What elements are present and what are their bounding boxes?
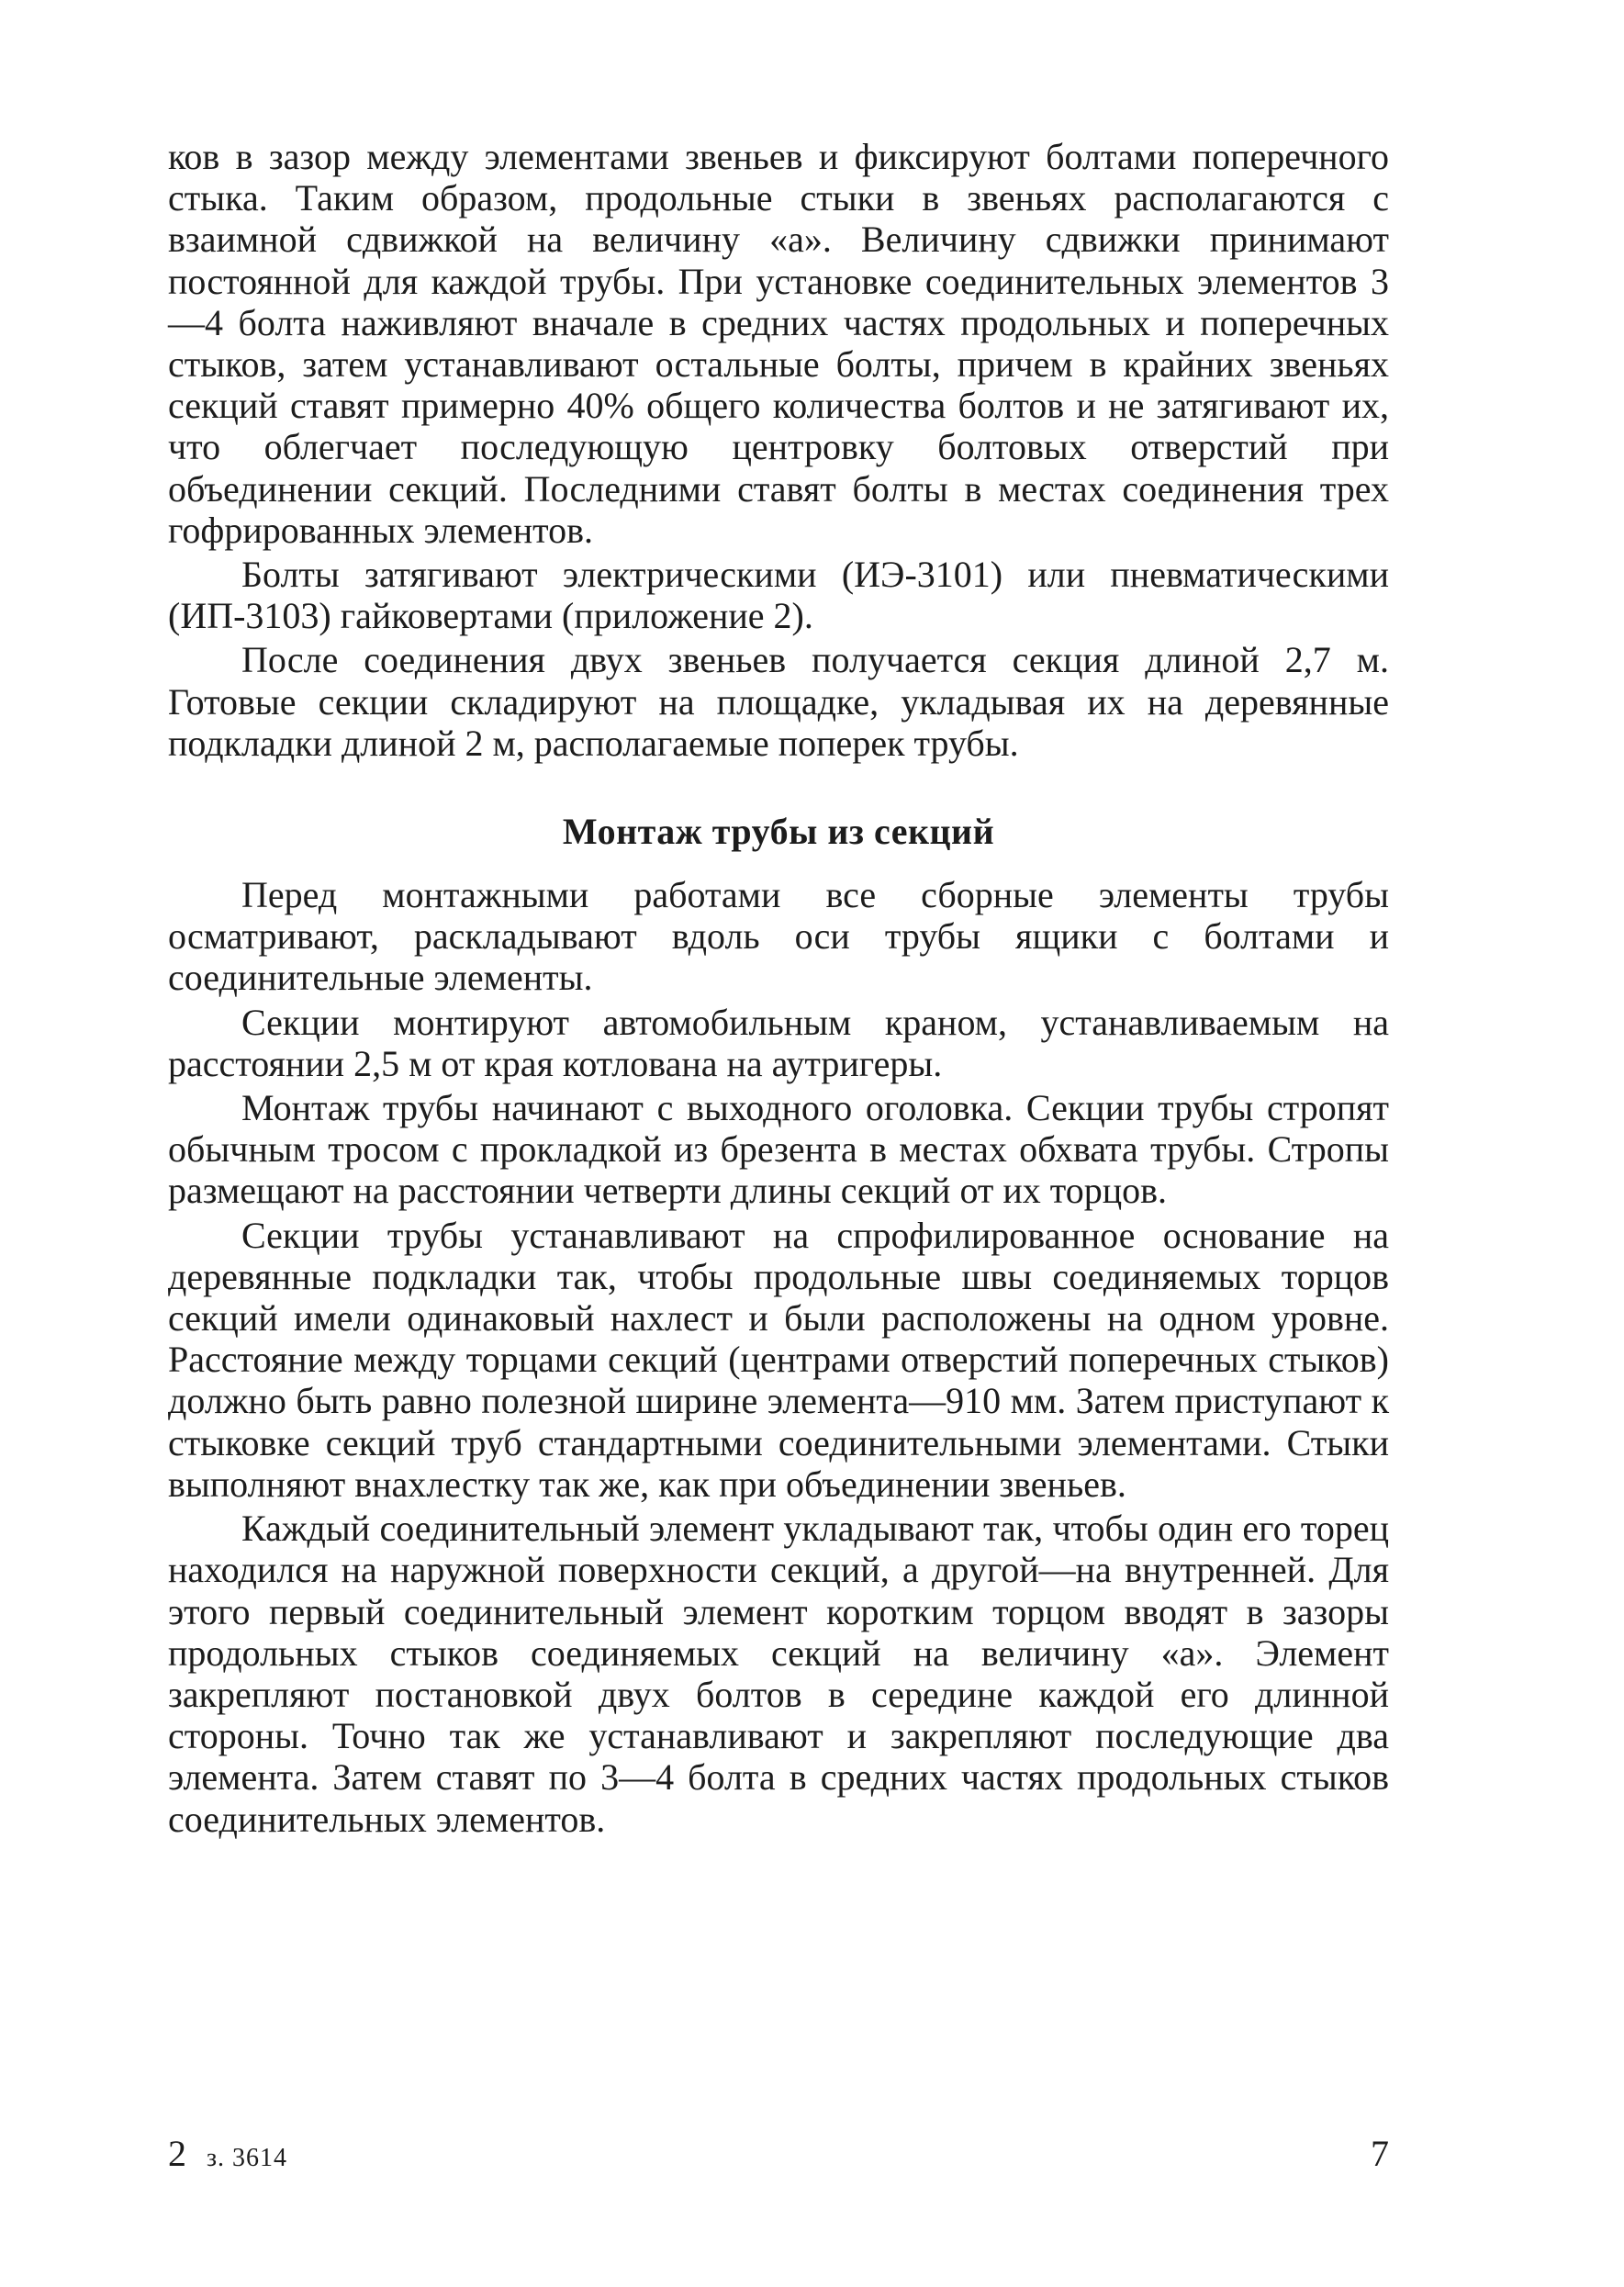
paragraph-section-installation: Секции трубы устанавливают на спрофилированное основание на деревянные подкладки так, чтобы продольные швы соединяемых торцов секций имели одинаковый нахлест и были расположены на одном уровне. Расстояние между торцами секций (центрами отверстий поперечных стыков) должно быть равно полезной ширине элемента—910 мм. Затем приступают к стыковке секций труб стандартными соединительными элементами. Стыки выполняют внахлестку так же, как при объединении звеньев. — [168, 1214, 1389, 1505]
paragraph-preparation: Перед монтажными работами все сборные элементы трубы осматривают, раскладывают вдоль оси трубы ящики с болтами и соединительные элементы. — [168, 874, 1389, 999]
paragraph-slinging: Монтаж трубы начинают с выходного оголовка. Секции трубы стропят обычным тросом с прокладкой из брезента в местах обхвата трубы. Стропы размещают на расстоянии четверти длины секций от их торцов. — [168, 1087, 1389, 1212]
paragraph-continuation: ков в зазор между элементами звеньев и фиксируют болтами поперечного стыка. Таким образом, продольные стыки в звеньях располагаются с взаимной сдвижкой на величину «а». Величину сдвижки принимают постоянной для каждой трубы. При установке соединительных элементов 3—4 болта наживляют вначале в средних частях продольных и поперечных стыков, затем устанавливают остальные болты, причем в крайних звеньях секций ставят примерно 40% общего количества болтов и не затягивают их, что облегчает последующую центровку болтовых отверстий при объединении секций. Последними ставят болты в местах соединения трех гофрированных элементов. — [168, 136, 1389, 551]
paragraph-crane-mounting: Секции монтируют автомобильным краном, устанавливаемым на расстоянии 2,5 м от края котлована на аутригеры. — [168, 1001, 1389, 1084]
page-body — [168, 136, 1389, 1840]
signature-number: 2 — [168, 2133, 186, 2174]
section-heading: Монтаж трубы из секций — [562, 811, 995, 853]
page-number: 7 — [1371, 2133, 1389, 2174]
paragraph-section-storage: После соединения двух звеньев получается секция длиной 2,7 м. Готовые секции складируют на площадке, укладывая их на деревянные подкладки длиной 2 м, располагаемые поперек трубы. — [168, 639, 1389, 764]
page-footer — [168, 2132, 1389, 2176]
printer-signature — [168, 2132, 287, 2175]
paragraph-bolt-tightening: Болты затягивают электрическими (ИЭ-3101) или пневматическими (ИП-3103) гайковертами (приложение 2). — [168, 554, 1389, 637]
signature-code: з. 3614 — [207, 2144, 288, 2172]
paragraph-connecting-elements: Каждый соединительный элемент укладывают так, чтобы один его торец находился на наружной поверхности секций, а другой—на внутренней. Для этого первый соединительный элемент коротким торцом вводят в зазоры продольных стыков соединяемых секций на величину «а». Элемент закрепляют постановкой двух болтов в середине каждой его длинной стороны. Точно так же устанавливают и закрепляют последующие два элемента. Затем ставят по 3—4 болта в средних частях продольных стыков соединительных элементов. — [168, 1508, 1389, 1840]
